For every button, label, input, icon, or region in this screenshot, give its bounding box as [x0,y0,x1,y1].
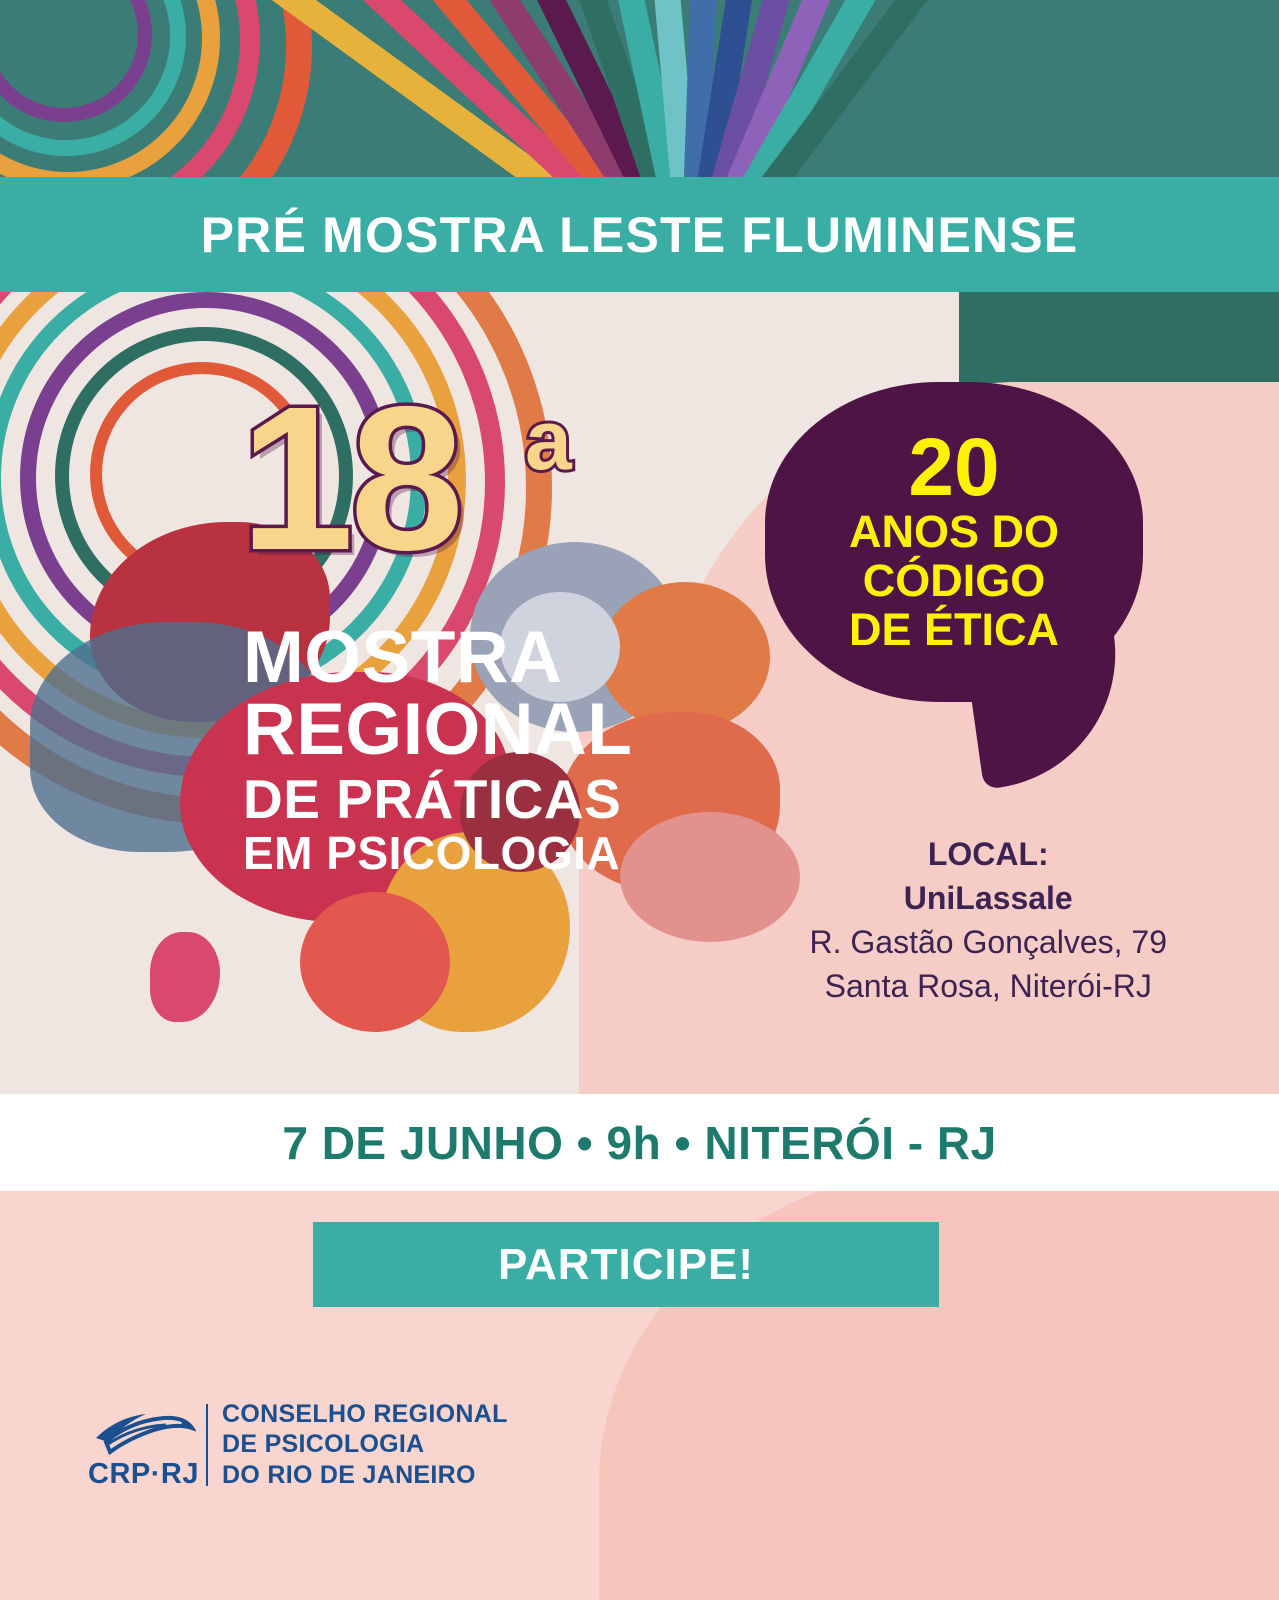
date-bar [0,1094,1279,1191]
logo-text-line2: DE PSICOLOGIA [222,1430,425,1459]
edition-ordinal-suffix: a [525,393,572,487]
venue-district: Santa Rosa, Niterói-RJ [824,968,1152,1005]
bird-book-icon [88,1398,196,1456]
edition-number-value: 18 [240,364,461,593]
participate-button-label: PARTICIPE! [497,1239,755,1289]
anniversary-line2: CÓDIGO [862,555,1046,607]
anniversary-number: 20 [908,422,1000,514]
anniversary-badge [765,382,1143,702]
venue-info [809,832,1167,1009]
event-name-line4: EM PSICOLOGIA [243,826,621,879]
crp-rj-logo [88,1398,508,1491]
top-fan-art [300,0,1060,185]
event-name-line2: REGIONAL [243,688,633,770]
logo-acronym: CRP·RJ [88,1458,199,1490]
logo-mark [88,1398,199,1491]
edition-number [240,364,572,593]
event-name-line3: DE PRÁTICAS [243,768,622,831]
event-name-line1: MOSTRA [243,617,563,698]
event-name [243,617,633,879]
event-date-text: 7 DE JUNHO • 9h • NITERÓI - RJ [282,1116,997,1169]
venue-name: UniLassale [903,880,1073,917]
logo-text-line1: CONSELHO REGIONAL [222,1399,508,1428]
main-art-area [0,292,1279,1094]
page-title: PRÉ MOSTRA LESTE FLUMINENSE [200,206,1079,263]
header-title-bar [0,177,1279,292]
participate-button[interactable] [313,1222,939,1307]
logo-divider [206,1404,208,1486]
top-decorative-art [0,0,1279,185]
venue-label: LOCAL: [927,836,1049,872]
venue-street: R. Gastão Gonçalves, 79 [809,924,1167,961]
logo-text-line3: DO RIO DE JANEIRO [222,1460,476,1489]
logo-text [222,1399,508,1491]
anniversary-line1: ANOS DO [848,505,1059,557]
anniversary-line3: DE ÉTICA [848,604,1059,656]
